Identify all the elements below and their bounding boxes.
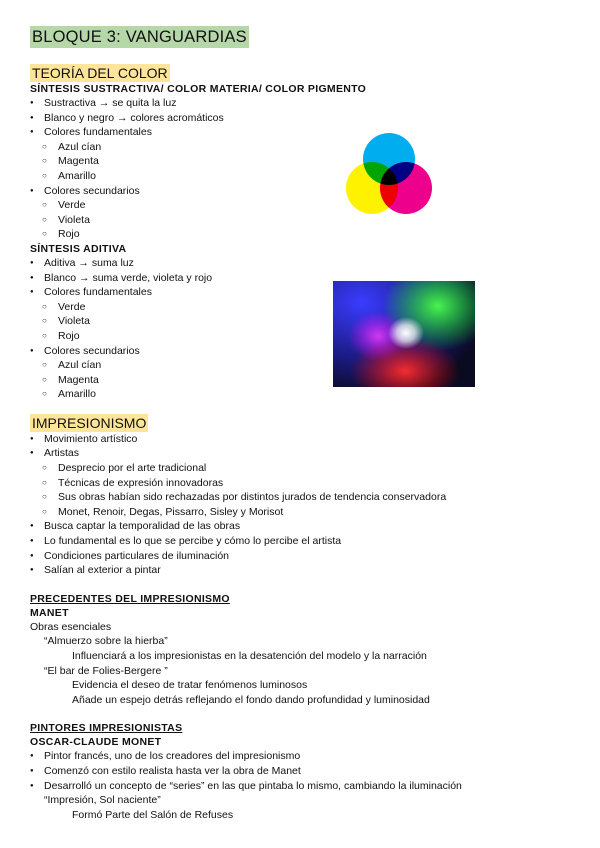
list-item: ○ Amarillo xyxy=(30,169,575,184)
work-description: Evidencia el deseo de tratar fenómenos luminosos xyxy=(72,679,308,692)
subheading-manet: MANET xyxy=(30,606,69,619)
work-title: “El bar de Folies-Bergere ” xyxy=(44,664,168,677)
list-item: ● Desarrolló un concepto de “series” en las que pintaba lo mismo, cambiando la iluminación xyxy=(30,779,575,794)
subheading-pintores: PINTORES IMPRESIONISTAS xyxy=(30,722,183,735)
section-heading-teoria: TEORÍA DEL COLOR xyxy=(32,65,168,81)
list-item: ○ Azul cían xyxy=(30,358,575,373)
list-item: ● Pintor francés, uno de los creadores del impresionismo xyxy=(30,749,575,764)
section-heading-impresionismo: IMPRESIONISMO xyxy=(32,414,147,431)
list-sustractiva xyxy=(30,96,575,242)
list-item: ● Blanco → suma verde, violeta y rojo xyxy=(30,271,575,286)
list-item: ● Aditiva → suma luz xyxy=(30,256,575,271)
list-item: ○ Magenta xyxy=(30,154,575,169)
subheading-monet: OSCAR-CLAUDE MONET xyxy=(30,736,162,749)
list-item: ○ Verde xyxy=(30,198,575,213)
list-item: ○ Sus obras habían sido rechazadas por distintos jurados de tendencia conservadora xyxy=(30,490,575,505)
list-item: ● Colores secundarios xyxy=(30,344,575,359)
list-item: ● Salían al exterior a pintar xyxy=(30,563,575,578)
subtractive-color-diagram xyxy=(344,132,434,216)
list-item: ● Colores fundamentales xyxy=(30,285,575,300)
list-impresionismo xyxy=(30,432,575,578)
list-item: ○ Violeta xyxy=(30,314,575,329)
list-item: ○ Desprecio por el arte tradicional xyxy=(30,461,575,476)
document-page xyxy=(30,26,575,822)
list-item: ● Blanco y negro → colores acromáticos xyxy=(30,111,575,126)
list-item: ● Lo fundamental es lo que se percibe y cómo lo percibe el artista xyxy=(30,534,575,549)
work-description: Formó Parte del Salón de Refuses xyxy=(72,808,234,821)
list-item: ○ Violeta xyxy=(30,213,575,228)
magenta-circle xyxy=(380,162,432,214)
list-item: ○ Rojo xyxy=(30,227,575,242)
subheading-precedentes: PRECEDENTES DEL IMPRESIONISMO xyxy=(30,592,230,605)
list-item: ● Artistas xyxy=(30,446,575,461)
list-item: ● Movimiento artístico xyxy=(30,432,575,447)
list-monet xyxy=(30,749,575,793)
subheading-aditiva: SÍNTESIS ADITIVA xyxy=(30,242,127,255)
list-item: ○ Verde xyxy=(30,300,575,315)
list-item: ● Comenzó con estilo realista hasta ver la obra de Manet xyxy=(30,764,575,779)
list-item: ○ Rojo xyxy=(30,329,575,344)
subheading-sustractiva: SÍNTESIS SUSTRACTIVA/ COLOR MATERIA/ COLOR PIGMENTO xyxy=(30,83,367,95)
list-item: ● Busca captar la temporalidad de las obras xyxy=(30,519,575,534)
work-description: Añade un espejo detrás reflejando el fondo dando profundidad y luminosidad xyxy=(72,693,430,706)
work-title: “Almuerzo sobre la hierba” xyxy=(44,635,168,648)
page-title: BLOQUE 3: VANGUARDIAS xyxy=(32,28,247,46)
list-item: ○ Monet, Renoir, Degas, Pissarro, Sisley y Morisot xyxy=(30,505,575,520)
list-item: ● Colores secundarios xyxy=(30,184,575,199)
list-item: ○ Amarillo xyxy=(30,387,575,402)
list-item: ○ Azul cían xyxy=(30,140,575,155)
list-item: ○ Técnicas de expresión innovadoras xyxy=(30,476,575,491)
obras-label: Obras esenciales xyxy=(30,620,112,633)
additive-light-image xyxy=(333,281,475,387)
list-item: ● Sustractiva → se quita la luz xyxy=(30,96,575,111)
list-item: ● Colores fundamentales xyxy=(30,125,575,140)
list-item: ● Condiciones particulares de iluminación xyxy=(30,549,575,564)
work-description: Influenciará a los impresionistas en la desatención del modelo y la narración xyxy=(72,650,427,662)
list-item: ○ Magenta xyxy=(30,373,575,388)
work-title: “Impresión, Sol naciente” xyxy=(44,794,161,807)
list-aditiva xyxy=(30,256,575,402)
